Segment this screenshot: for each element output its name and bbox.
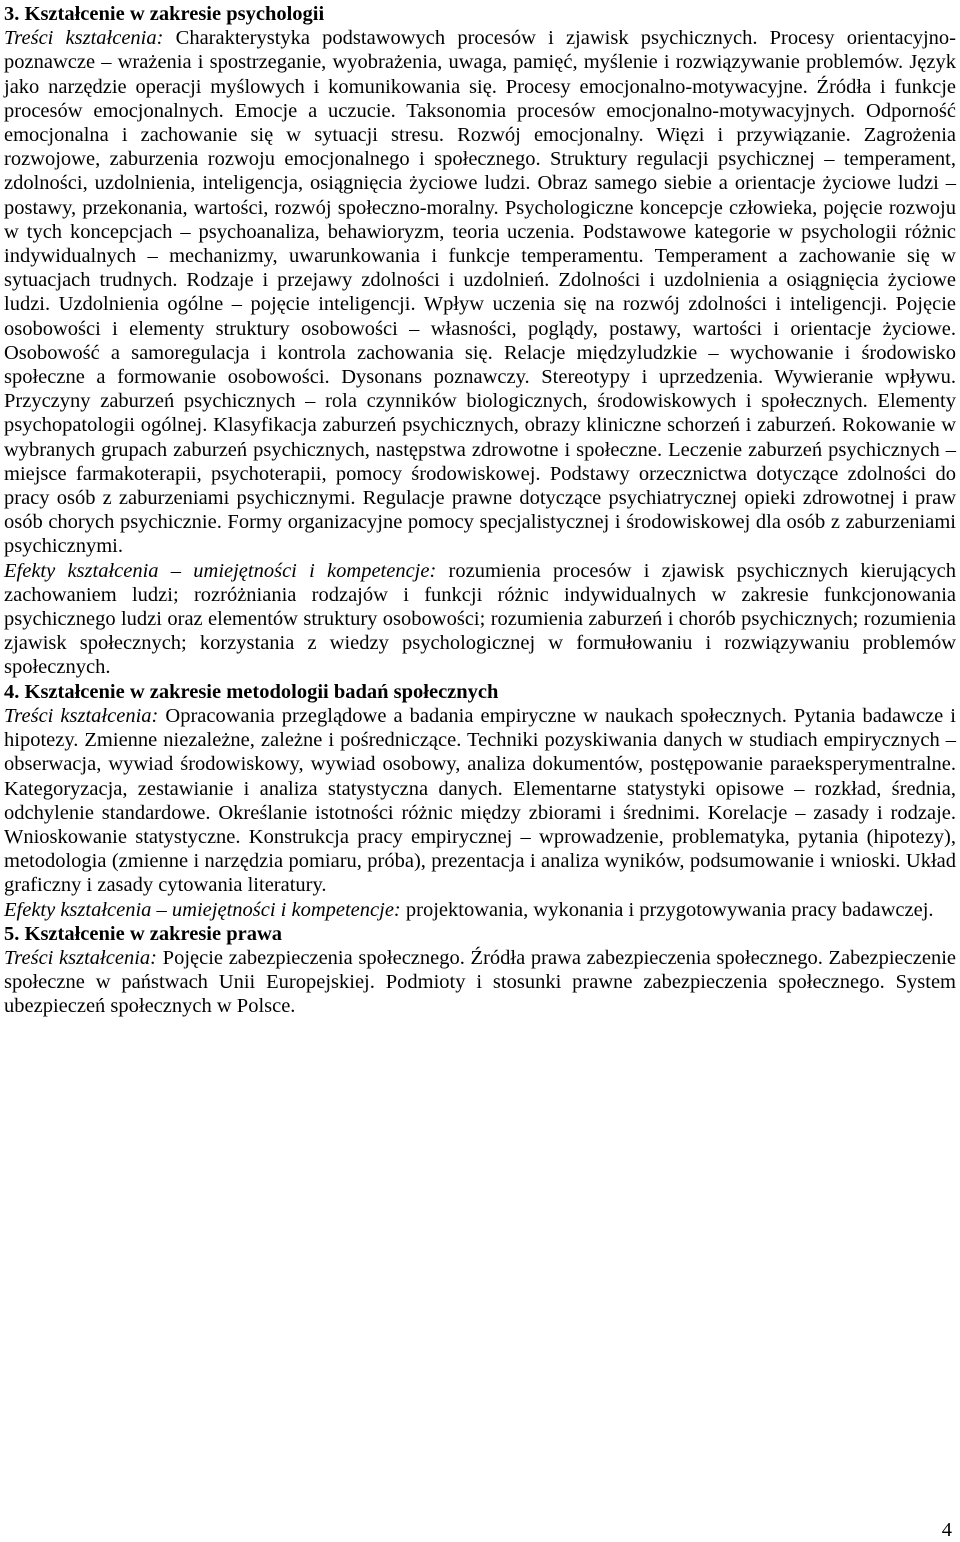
paragraph-text: Charakterystyka podstawowych procesów i zjawisk psychicznych. Procesy orientacyjno-poznawcze – wrażenia i spostrzeganie, wyobrażenia, uwaga, pamięć, myślenie i rozwiązywanie problemów. Język jako narzędzie operacji myślowych i komunikowania się. Procesy emocjonalno-motywacyjne. Źródła i funkcje procesów emocjonalnych. Emocje a uczucie. Taksonomia procesów emocjonalno-motywacyjnych. Odporność emocjonalna i zachowanie się w sytuacji stresu. Rozwój emocjonalny. Więzi i przywiązanie. Zagrożenia rozwojowe, zaburzenia rozwoju emocjonalnego i społecznego. Struktury regulacji psychicznej – temperament, zdolności, uzdolnienia, inteligencja, osiągnięcia życiowe ludzi. Obraz samego siebie a orientacje życiowe ludzi – postawy, przekonania, wartości, rozwój społeczno-moralny. Psychologiczne koncepcje człowieka, pojęcie rozwoju w tych koncepcjach – psychoanaliza, behawioryzm, teoria uczenia. Podstawowe kategorie w psychologii różnic indywidualnych – mechanizmy, uwarunkowania i funkcje temperamentu. Temperament a zachowanie się w sytuacjach trudnych. Rodzaje i przejawy zdolności i uzdolnień. Zdolności i uzdolnienia a osiągnięcia życiowe ludzi. Uzdolnienia ogólne – pojęcie inteligencji. Wpływ uczenia się na rozwój zdolności i inteligencji. Pojęcie osobowości i elementy struktury osobowości – własności, poglądy, postawy, wartości i orientacje życiowe. Osobowość a samoregulacja i kontrola zachowania się. Relacje międzyludzkie – wychowanie i środowisko społeczne a formowanie osobowości. Dysonans poznawczy. Stereotypy i uprzedzenia. Wywieranie wpływu. Przyczyny zaburzeń psychicznych – rola czynników biologicznych, środowiskowych i społecznych. Elementy psychopatologii ogólnej. Klasyfikacja zaburzeń psychicznych, obrazy kliniczne schorzeń i zaburzeń. Rokowanie w wybranych grupach zaburzeń psychicznych, następstwa zdrowotne i społeczne. Leczenie zaburzeń psychicznych – miejsce farmakoterapii, psychoterapii, pomocy środowiskowej. Podstawy orzecznictwa dotyczące zdolności do pracy osób z zaburzeniami psychicznymi. Regulacje prawne dotyczące psychiatrycznej opieki zdrowotnej i praw osób chorych psychicznie. Formy organizacyjne pomocy specjalistycznej i środowiskowej dla osób z zaburzeniami psychicznymi. — [4, 27, 957, 558]
page-number: 4 — [941, 1519, 952, 1541]
section-research-methodology — [4, 680, 956, 922]
paragraph-text: rozumienia procesów i zjawisk psychicznych kierujących zachowaniem ludzi; rozróżniania rodzajów i funkcji różnic indywidualnych w zakresie funkcjonowania psychicznego ludzi oraz elementów struktury osobowości; rozumienia zaburzeń i chorób psychicznych; rozumienia zjawisk społecznych; korzystania z wiedzy psychologicznej w formułowaniu i rozwiązywaniu problemów społecznych. — [4, 559, 957, 679]
section-psychology — [4, 2, 956, 680]
paragraph-content — [4, 946, 956, 1019]
paragraph-outcomes — [4, 559, 956, 680]
paragraph-lead: Treści kształcenia: — [4, 946, 157, 969]
paragraph-outcomes — [4, 898, 956, 922]
paragraph-text: Pojęcie zabezpieczenia społecznego. Źródła prawa zabezpieczenia społecznego. Zabezpieczenie społeczne w państwach Unii Europejskiej. Podmioty i stosunki prawne zabezpieczenia społecznego. System ubezpieczeń społecznych w Polsce. — [4, 946, 956, 1018]
paragraph-content — [4, 704, 956, 898]
document-page — [4, 2, 956, 1019]
section-law — [4, 922, 956, 1019]
paragraph-lead: Efekty kształcenia – umiejętności i kompetencje: — [4, 898, 401, 921]
section-heading: 4. Kształcenie w zakresie metodologii badań społecznych — [4, 680, 499, 703]
paragraph-text: Opracowania przeglądowe a badania empiryczne w naukach społecznych. Pytania badawcze i hipotezy. Zmienne niezależne, zależne i pośredniczące. Techniki pozyskiwania danych w studiach empirycznych – obserwacja, wywiad środowiskowy, wywiad osobowy, analiza dokumentów, postępowanie paraeksperymentralne. Kategoryzacja, zestawianie i analiza statystyczna danych. Elementarne statystyki opisowe – rozkład, średnia, odchylenie standardowe. Określanie istotności różnic między zbiorami i średnimi. Korelacje – zasady i rodzaje. Wnioskowanie statystyczne. Konstrukcja pracy empirycznej – wprowadzenie, problematyka, pytania (hipotezy), metodologia (zmienne i narzędzia pomiaru, próba), prezentacja i analiza wyników, podsumowanie i wnioski. Układ graficzny i zasady cytowania literatury. — [4, 704, 956, 897]
section-heading: 5. Kształcenie w zakresie prawa — [4, 922, 283, 945]
paragraph-lead: Efekty kształcenia – umiejętności i kompetencje: — [4, 559, 437, 582]
paragraph-content — [4, 26, 956, 558]
paragraph-text: projektowania, wykonania i przygotowywania pracy badawczej. — [400, 898, 934, 921]
paragraph-lead: Treści kształcenia: — [4, 704, 159, 727]
section-heading: 3. Kształcenie w zakresie psychologii — [4, 3, 325, 25]
paragraph-lead: Treści kształcenia: — [4, 27, 164, 50]
